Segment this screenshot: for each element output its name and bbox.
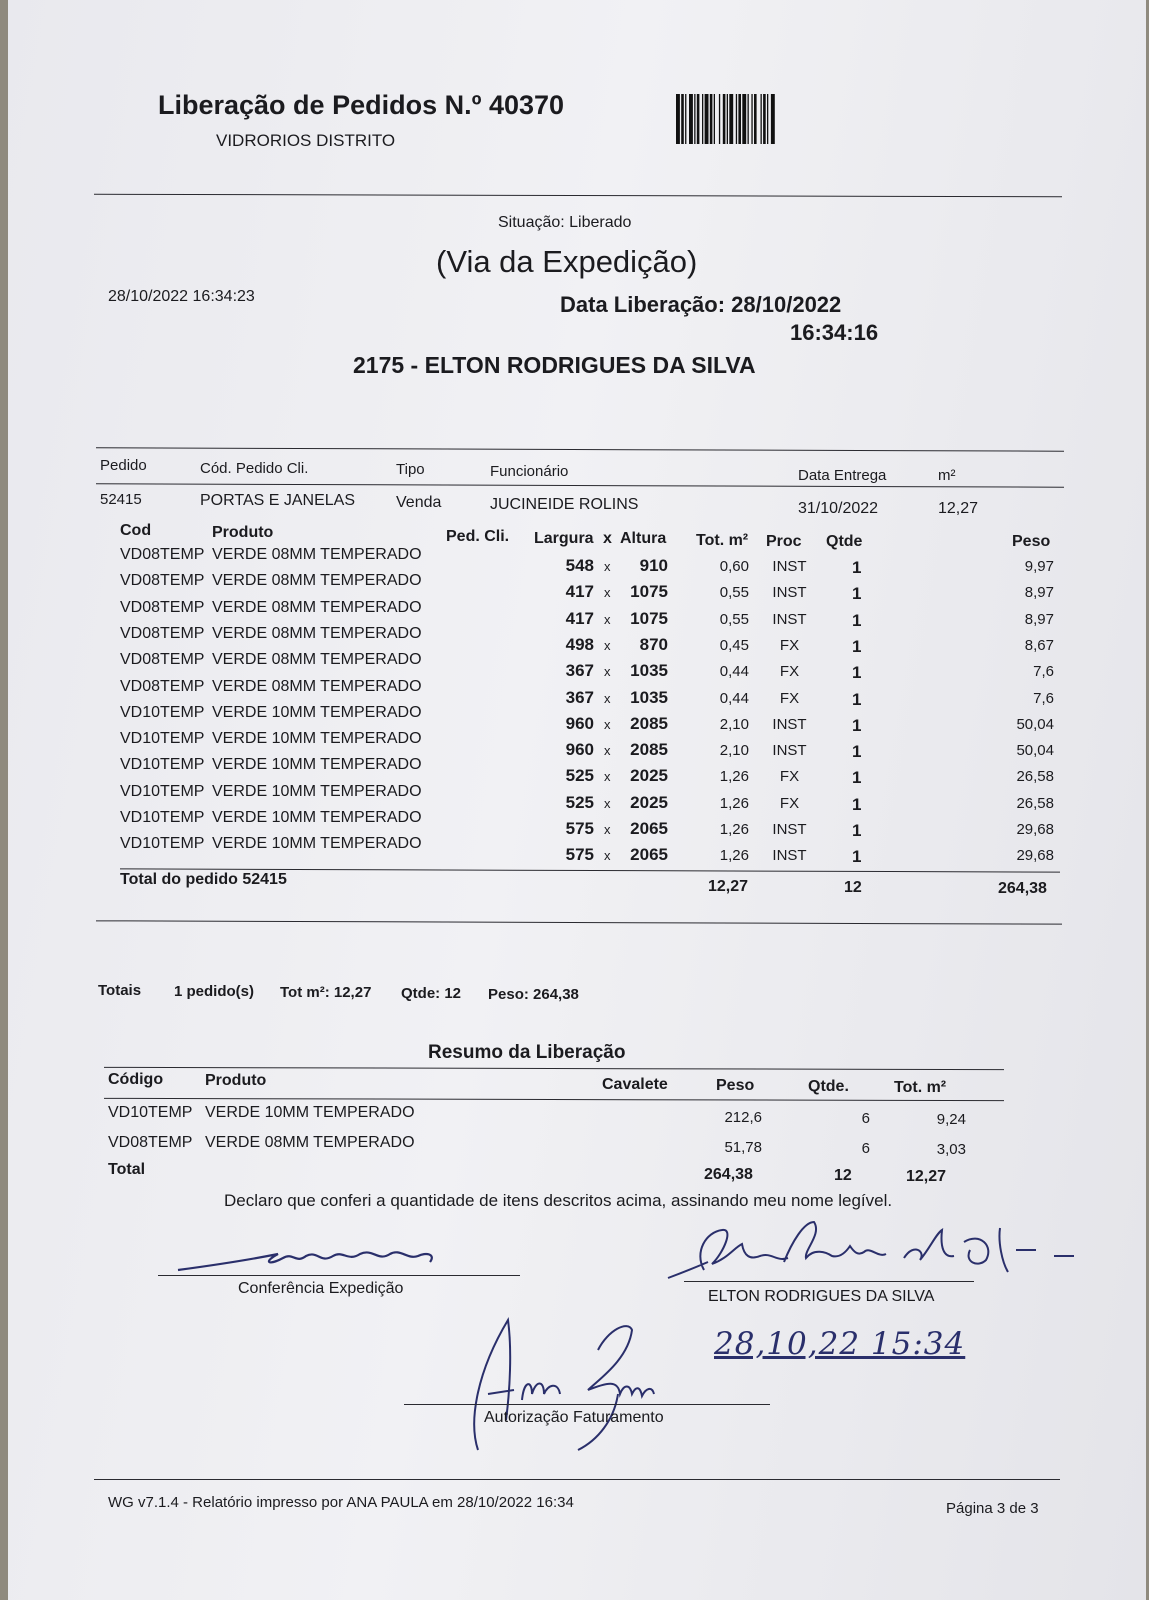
resumo-peso: 51,78 [724, 1139, 762, 1156]
item-produto: VERDE 08MM TEMPERADO [212, 651, 422, 669]
company-name: VIDRORIOS DISTRITO [216, 131, 396, 150]
item-qtde: 1 [852, 636, 862, 656]
resumo-total-qtde: 12 [834, 1167, 852, 1184]
item-proc: INST [772, 584, 807, 602]
item-proc: INST [772, 742, 807, 760]
resumo-tot-m2: 9,24 [936, 1111, 966, 1128]
item-altura: 1035 [630, 661, 668, 681]
item-largura: 367 [565, 661, 594, 681]
signature-cliente [664, 1212, 1094, 1282]
item-x: x [604, 690, 611, 706]
resumo-title: Resumo da Liberação [428, 1042, 626, 1063]
resumo-codigo: VD10TEMP [108, 1104, 193, 1121]
item-proc: INST [772, 715, 807, 733]
signature-line [404, 1404, 770, 1405]
conferencia-label: Conferência Expedição [238, 1280, 404, 1297]
item-cod: VD08TEMP [120, 677, 205, 695]
item-tot-m2: 0,45 [719, 636, 749, 654]
item-altura: 1035 [630, 687, 668, 707]
resumo-table [8, 1100, 1146, 1170]
declaration-text: Declaro que conferi a quantidade de itens descritos acima, assinando meu nome legível. [224, 1191, 893, 1210]
divider [96, 920, 1062, 924]
items-table [8, 546, 1146, 866]
item-qtde: 1 [852, 768, 862, 788]
resumo-tot-m2: 3,03 [936, 1141, 966, 1158]
item-qtde: 1 [852, 689, 862, 709]
item-cod: VD08TEMP [120, 651, 205, 669]
col-largura: Largura [534, 530, 594, 547]
item-x: x [604, 769, 611, 785]
item-produto: VERDE 10MM TEMPERADO [212, 835, 422, 853]
footer-page: Página 3 de 3 [946, 1500, 1039, 1517]
resumo-col-peso: Peso [716, 1077, 755, 1094]
col-produto: Produto [212, 524, 274, 541]
col-altura: Altura [620, 530, 667, 547]
resumo-col-codigo: Código [108, 1071, 164, 1088]
item-altura: 910 [639, 556, 668, 575]
resumo-peso: 212,6 [724, 1109, 762, 1126]
item-largura: 367 [565, 687, 594, 707]
item-peso: 8,67 [1024, 636, 1054, 654]
item-peso: 50,04 [1016, 742, 1054, 760]
item-peso: 9,97 [1024, 558, 1054, 575]
table-row [8, 703, 1146, 735]
item-qtde: 1 [852, 847, 862, 867]
item-tot-m2: 0,60 [719, 558, 749, 575]
item-produto: VERDE 08MM TEMPERADO [212, 677, 422, 695]
item-produto: VERDE 10MM TEMPERADO [212, 756, 422, 774]
item-tot-m2: 0,55 [719, 610, 749, 628]
item-largura: 548 [565, 556, 594, 575]
autorizacao-label: Autorização Faturamento [484, 1409, 664, 1426]
item-tot-m2: 0,44 [719, 689, 749, 707]
table-row [8, 624, 1146, 656]
resumo-total-label: Total [108, 1161, 146, 1178]
item-x: x [604, 664, 611, 680]
item-produto: VERDE 08MM TEMPERADO [212, 624, 422, 642]
item-peso: 29,68 [1016, 847, 1054, 865]
divider [94, 194, 1062, 198]
item-peso: 7,6 [1033, 663, 1054, 681]
item-cod: VD10TEMP [120, 782, 205, 800]
divider [104, 1067, 1004, 1070]
item-largura: 417 [565, 608, 594, 628]
item-tot-m2: 1,26 [719, 794, 749, 812]
item-peso: 26,58 [1016, 794, 1054, 812]
item-x: x [604, 743, 611, 759]
divider [94, 1479, 1060, 1480]
resumo-produto: VERDE 10MM TEMPERADO [205, 1104, 415, 1121]
table-row [8, 782, 1146, 814]
item-produto: VERDE 10MM TEMPERADO [212, 809, 422, 826]
item-cod: VD08TEMP [120, 624, 205, 642]
item-qtde: 1 [852, 821, 862, 840]
item-produto: VERDE 08MM TEMPERADO [212, 572, 422, 590]
col-proc: Proc [766, 533, 802, 550]
table-row [8, 835, 1146, 867]
divider [96, 447, 1064, 451]
signature-autorizacao [448, 1310, 688, 1460]
item-x: x [604, 795, 611, 811]
col-ped-cli: Ped. Cli. [446, 528, 510, 545]
resumo-col-qtde: Qtde. [808, 1078, 849, 1095]
resumo-produto: VERDE 08MM TEMPERADO [205, 1134, 415, 1151]
signature-line [158, 1275, 520, 1276]
item-proc: FX [779, 768, 800, 786]
item-peso: 7,6 [1033, 689, 1054, 707]
item-largura: 575 [565, 819, 594, 838]
item-largura: 575 [565, 845, 594, 865]
item-qtde: 1 [852, 715, 862, 735]
item-tot-m2: 0,44 [719, 663, 749, 681]
document-title: Liberação de Pedidos N.º 40370 [158, 90, 565, 120]
label-funcionario: Funcionário [490, 463, 569, 480]
item-tot-m2: 0,55 [719, 584, 749, 602]
item-largura: 498 [565, 634, 594, 654]
item-proc: FX [779, 663, 800, 681]
item-proc: FX [779, 636, 800, 654]
item-altura: 2085 [630, 713, 668, 733]
pedido-total-m2: 12,27 [708, 878, 749, 895]
item-x: x [604, 585, 611, 601]
resumo-qtde: 6 [861, 1140, 870, 1157]
item-proc: INST [772, 558, 807, 575]
resumo-total-m2: 12,27 [906, 1168, 947, 1185]
resumo-col-produto: Produto [205, 1072, 267, 1089]
item-peso: 29,68 [1016, 821, 1054, 838]
item-proc: FX [779, 689, 800, 707]
via-label: (Via da Expedição) [436, 244, 698, 279]
item-cod: VD08TEMP [120, 572, 205, 590]
item-x: x [604, 637, 611, 653]
item-cod: VD08TEMP [120, 598, 205, 616]
totais-pedidos: 1 pedido(s) [174, 983, 255, 1000]
cliente-signature-label: ELTON RODRIGUES DA SILVA [708, 1288, 935, 1305]
item-altura: 2085 [630, 740, 668, 760]
item-tot-m2: 1,26 [719, 847, 749, 865]
label-cod-pedido-cli: Cód. Pedido Cli. [200, 460, 309, 477]
item-qtde: 1 [852, 610, 862, 630]
signature-conferencia [168, 1240, 448, 1280]
item-altura: 870 [639, 634, 668, 654]
item-x: x [604, 848, 611, 864]
item-produto: VERDE 10MM TEMPERADO [212, 782, 422, 800]
value-pedido: 52415 [100, 491, 142, 508]
item-cod: VD10TEMP [120, 809, 205, 826]
item-peso: 8,97 [1024, 610, 1054, 628]
item-produto: VERDE 08MM TEMPERADO [212, 546, 422, 563]
item-qtde: 1 [852, 742, 862, 762]
item-produto: VERDE 10MM TEMPERADO [212, 730, 422, 748]
table-row [8, 546, 1146, 577]
item-tot-m2: 2,10 [719, 742, 749, 760]
item-x: x [604, 611, 611, 627]
table-row [8, 651, 1146, 683]
item-altura: 2025 [630, 766, 668, 786]
item-produto: VERDE 10MM TEMPERADO [212, 703, 422, 721]
value-m2: 12,27 [938, 500, 979, 517]
totais-m2: Tot m²: 12,27 [280, 984, 372, 1001]
pedido-total-label: Total do pedido 52415 [120, 871, 287, 888]
item-qtde: 1 [852, 584, 862, 604]
situacao-label: Situação: Liberado [498, 214, 632, 231]
totais-qtde: Qtde: 12 [401, 985, 462, 1002]
item-peso: 26,58 [1016, 768, 1054, 786]
item-altura: 1075 [630, 582, 668, 602]
item-tot-m2: 1,26 [719, 821, 749, 838]
item-peso: 50,04 [1016, 715, 1054, 733]
printed-datetime: 28/10/2022 16:34:23 [108, 288, 255, 305]
handwritten-datetime: 28,10,22 15:34 [714, 1326, 966, 1362]
item-produto: VERDE 08MM TEMPERADO [212, 598, 422, 616]
table-row [8, 756, 1146, 788]
value-tipo: Venda [396, 494, 442, 511]
item-largura: 525 [565, 766, 594, 786]
table-row [8, 677, 1146, 709]
item-altura: 2065 [630, 819, 668, 838]
item-tot-m2: 1,26 [719, 768, 749, 786]
item-proc: INST [772, 847, 807, 865]
footer-left: WG v7.1.4 - Relatório impresso por ANA PAULA em 28/10/2022 16:34 [108, 1494, 574, 1511]
signature-line [684, 1281, 974, 1282]
cliente-name: 2175 - ELTON RODRIGUES DA SILVA [353, 352, 756, 378]
col-tot-m2: Tot. m² [696, 532, 749, 549]
item-x: x [604, 716, 611, 732]
item-cod: VD08TEMP [120, 546, 205, 563]
item-tot-m2: 2,10 [719, 715, 749, 733]
item-x: x [604, 822, 611, 837]
item-cod: VD10TEMP [120, 703, 205, 721]
table-row [8, 809, 1146, 840]
hora-liberacao: 16:34:16 [790, 320, 879, 345]
item-altura: 1075 [630, 608, 668, 628]
resumo-qtde: 6 [861, 1110, 870, 1127]
item-qtde: 1 [852, 558, 862, 577]
item-proc: FX [779, 794, 800, 812]
value-funcionario: JUCINEIDE ROLINS [490, 496, 639, 513]
label-tipo: Tipo [396, 461, 425, 478]
table-row [8, 730, 1146, 762]
resumo-col-tot-m2: Tot. m² [894, 1079, 947, 1096]
table-row [8, 598, 1146, 630]
item-largura: 417 [565, 582, 594, 602]
barcode [676, 94, 846, 144]
resumo-col-cavalete: Cavalete [602, 1076, 668, 1093]
label-pedido: Pedido [100, 457, 147, 474]
item-largura: 960 [565, 713, 594, 733]
item-cod: VD10TEMP [120, 835, 205, 853]
item-x: x [604, 559, 611, 574]
totais-peso: Peso: 264,38 [488, 986, 579, 1003]
value-data-entrega: 31/10/2022 [798, 500, 879, 517]
col-cod: Cod [120, 522, 152, 539]
divider [96, 483, 1064, 487]
resumo-codigo: VD08TEMP [108, 1134, 193, 1151]
document-page [8, 0, 1146, 1600]
item-altura: 2025 [630, 792, 668, 812]
label-data-entrega: Data Entrega [798, 467, 887, 484]
label-m2: m² [938, 467, 956, 484]
pedido-total-peso: 264,38 [998, 880, 1047, 897]
item-largura: 525 [565, 792, 594, 812]
item-qtde: 1 [852, 794, 862, 814]
item-largura: 960 [565, 740, 594, 760]
col-x: x [603, 530, 612, 547]
data-liberacao: Data Liberação: 28/10/2022 [560, 292, 842, 317]
value-cod-pedido-cli: PORTAS E JANELAS [200, 492, 356, 509]
item-proc: INST [772, 610, 807, 628]
item-cod: VD10TEMP [120, 756, 205, 774]
item-qtde: 1 [852, 663, 862, 683]
item-peso: 8,97 [1024, 584, 1054, 602]
item-cod: VD10TEMP [120, 730, 205, 748]
totais-label: Totais [98, 982, 142, 999]
resumo-total-peso: 264,38 [704, 1166, 753, 1183]
pedido-total-qtde: 12 [844, 879, 862, 896]
item-altura: 2065 [630, 845, 668, 865]
col-qtde: Qtde [826, 533, 863, 550]
col-peso: Peso [1012, 533, 1051, 550]
item-proc: INST [772, 821, 807, 838]
table-row [8, 572, 1146, 604]
